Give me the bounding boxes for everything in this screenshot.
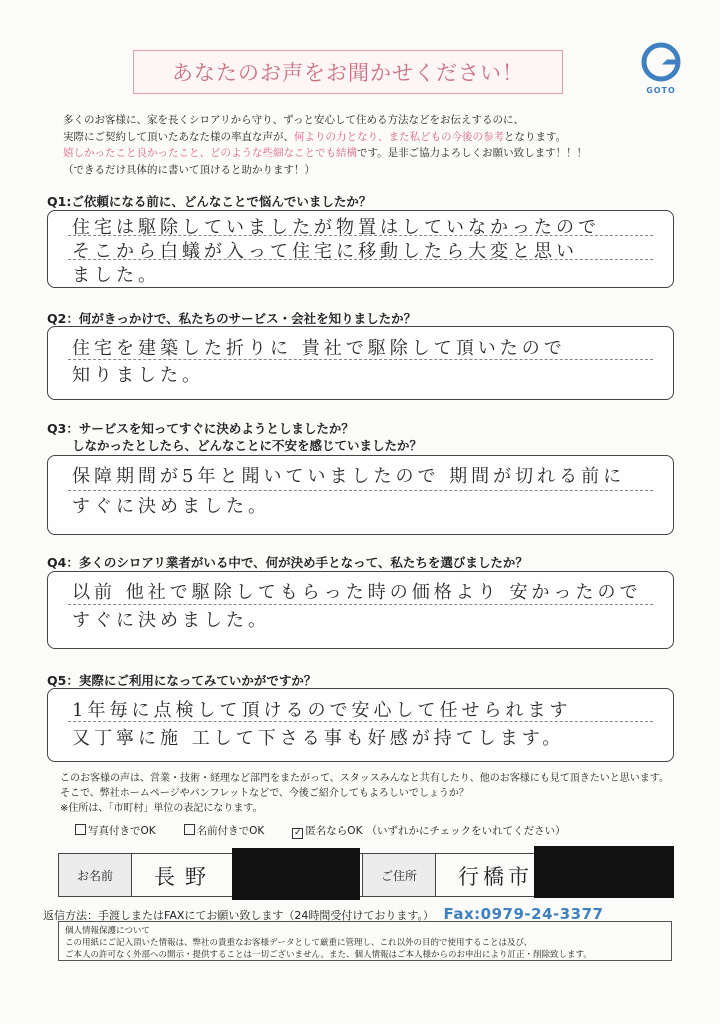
answer-5-line-1: 1年毎に点検して頂けるので安心して任せられます xyxy=(72,700,572,721)
redaction-block-address xyxy=(534,846,674,898)
intro-line-2: 実際にご契約して頂いたあなた様の率直な声が、何よりの力となり、また私どもの今後の参考となります。 xyxy=(63,130,567,143)
logo-text: GOTO xyxy=(646,86,676,95)
checkbox-name[interactable] xyxy=(184,824,195,835)
usage-notes xyxy=(60,771,669,816)
name-label: お名前 xyxy=(59,854,132,896)
check-name[interactable]: 名前付きでOK xyxy=(184,823,265,839)
answer-4-line-1: 以前 他社で駆除してもらった時の価格より 安かったので xyxy=(72,582,642,603)
check-anon[interactable]: ✓ 匿名ならOK （いずれかにチェックをいれてください） xyxy=(294,825,566,838)
answer-2-line-1: 住宅を建築した折りに 貴社で駆除して頂いたので xyxy=(72,338,566,359)
question-5: Q5：実際にご利用になってみていかがですか？ xyxy=(47,673,317,688)
answer-3-line-1: 保障期間が5年と聞いていましたので 期間が切れる前に xyxy=(72,466,626,487)
question-3-sub: しなかったとしたら、どんなことに不安を感じていましたか？ xyxy=(72,438,423,453)
answer-2-line-2: 知りました。 xyxy=(72,365,204,386)
question-2: Q2：何がきっかけで、私たちのサービス・会社を知りましたか？ xyxy=(47,311,417,326)
privacy-box xyxy=(58,921,672,961)
answer-box-5[interactable] xyxy=(47,688,674,762)
intro-line-1: 多くのお客様に、家を長くシロアリから守り、ずっと安心して住める方法などをお伝えするのに、 xyxy=(63,114,524,126)
survey-title-box xyxy=(133,50,563,94)
answer-1-line-2: そこから白蟻が入って住宅に移動したら大変と思い xyxy=(72,241,578,262)
checkbox-anon-checked[interactable]: ✓ xyxy=(294,828,302,838)
privacy-line-2: ご本人の許可なく外部への開示・提供することは一切ございません。また、個人情報はご本人様からのお申出により訂正・削除致します。 xyxy=(65,950,592,960)
intro-line-4: （できるだけ具体的に書いて頂けると助かります！） xyxy=(63,163,315,176)
answer-box-1[interactable] xyxy=(47,210,674,288)
answer-box-2[interactable] xyxy=(47,326,674,400)
name-field[interactable] xyxy=(132,854,363,896)
answer-1-line-1: 住宅は駆除していましたが物置はしていなかったので xyxy=(72,217,600,238)
privacy-line-1: この用紙にご記入頂いた情報は、弊社の貴重なお客様データとして厳重に管理し、これ以外の目的で使用することは及び、 xyxy=(65,938,533,948)
goto-logo-icon xyxy=(641,42,681,82)
customer-info-row xyxy=(58,853,674,897)
answer-5-line-2: 又丁寧に施 工して下さる事も好感が持てします。 xyxy=(72,728,565,749)
check-photo[interactable]: 写真付きでOK xyxy=(75,823,156,839)
address-label: ご住所 xyxy=(363,854,436,896)
survey-title: あなたのお声をお聞かせください！ xyxy=(172,61,524,85)
address-field[interactable] xyxy=(436,854,673,896)
usage-note-2: そこで、弊社ホームページやパンフレットなどで、今後ご紹介してもよろしいでしょうか？ xyxy=(60,788,469,799)
question-3: Q3：サービスを知ってすぐに決めようとしましたか？ xyxy=(47,421,354,436)
permission-checks xyxy=(75,823,566,839)
intro-line-3: 嬉しかったこと良かったこと、どのような些細なことでも結構です。是非ご協力よろしくお願い致します！！！ xyxy=(63,147,588,159)
fax-number: Fax:0979-24-3377 xyxy=(443,905,604,923)
usage-note-1: このお客様の声は、営業・技術・経理など部門をまたがって、スタッスみんなと共有したり、他のお客様にも見て頂きたいと思います。 xyxy=(60,773,669,784)
intro-text xyxy=(63,112,663,178)
answer-4-line-2: すぐに決めました。 xyxy=(72,610,270,631)
return-method-text: 返信方法：手渡しまたはFAXにてお願い致します（24時間受付けております。） xyxy=(43,909,434,922)
answer-box-3[interactable] xyxy=(47,455,674,535)
answer-1-line-3: ました。 xyxy=(72,265,160,286)
name-value: 長野 xyxy=(154,865,216,889)
redaction-block-name xyxy=(232,848,360,900)
answer-3-line-2: すぐに決めました。 xyxy=(72,496,270,517)
answer-box-4[interactable] xyxy=(47,571,674,649)
usage-note-3: ※住所は、「市町村」単位の表記になります。 xyxy=(60,803,263,814)
privacy-title: 個人情報保護について xyxy=(65,926,150,936)
goto-logo xyxy=(638,42,684,98)
checkbox-photo[interactable] xyxy=(75,824,86,835)
address-value: 行橋市 xyxy=(458,865,533,889)
question-1: Q1:ご依頼になる前に、どんなことで悩んでいましたか？ xyxy=(47,194,372,209)
question-4: Q4：多くのシロアリ業者がいる中で、何が決め手となって、私たちを選びましたか？ xyxy=(47,555,528,570)
